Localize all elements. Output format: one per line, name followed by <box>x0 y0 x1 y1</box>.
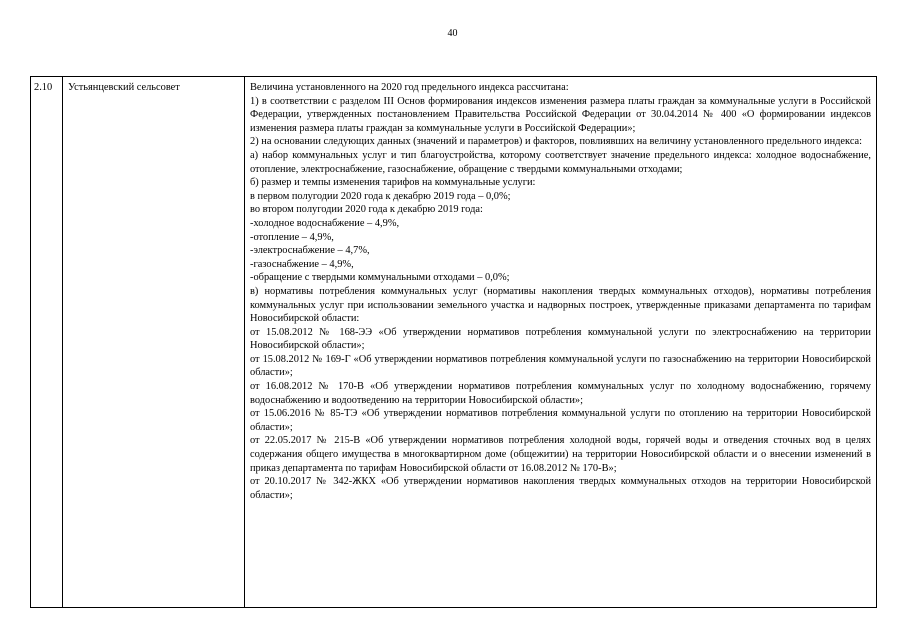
page-number: 40 <box>447 28 458 39</box>
description-paragraph: в первом полугодии 2020 года к декабрю 2019 года – 0,0%; <box>250 190 511 202</box>
description-paragraph: -обращение с твердыми коммунальными отходами – 0,0%; <box>250 272 510 284</box>
description-text <box>250 81 871 502</box>
description-paragraph: от 22.05.2017 № 215-В «Об утверждении нормативов потребления холодной воды, горячей воды и отведения сточных вод в целях содержания общего имущества в многоквартирном доме (общежитии) на территории Новосибирской области и о внесении изменений в приказ департамента по тарифам Новосибирской области от 16.08.2012 № 170-В»; <box>250 435 871 474</box>
description-paragraph: Величина установленного на 2020 год предельного индекса рассчитана: <box>250 82 569 93</box>
description-paragraph: -электроснабжение – 4,7%, <box>250 245 370 257</box>
table-row <box>31 77 877 608</box>
description-paragraph: -холодное водоснабжение – 4,9%, <box>250 217 400 229</box>
description-paragraph: 1) в соответствии с разделом III Основ формирования индексов изменения размера платы граждан за коммунальные услуги в Российской Федерации, утвержденных постановлением Правительства Российской Федерации от 30.04.2014 № 400 «О формировании индексов изменения размера платы граждан за коммунальные услуги в Российской Федерации»; <box>250 95 871 134</box>
description-paragraph: от 15.08.2012 № 168-ЭЭ «Об утверждении нормативов потребления коммунальной услуги по электроснабжению на территории Новосибирской области»; <box>250 326 871 352</box>
row-number: 2.10 <box>34 82 53 93</box>
description-paragraph: -газоснабжение – 4,9%, <box>250 258 354 270</box>
description-paragraph: от 20.10.2017 № 342-ЖКХ «Об утверждении нормативов накопления твердых коммунальных отходов на территории Новосибирской области»; <box>250 476 871 501</box>
description-paragraph: б) размер и темпы изменения тарифов на коммунальные услуги: <box>250 177 536 189</box>
description-paragraph: -отопление – 4,9%, <box>250 231 334 243</box>
description-paragraph: от 15.08.2012 № 169-Г «Об утверждении нормативов потребления коммунальной услуги по газоснабжению на территории Новосибирской области»; <box>250 353 871 379</box>
description-paragraph: от 16.08.2012 № 170-В «Об утверждении нормативов потребления коммунальных услуг по холодному водоснабжению, горячему водоснабжению и водоотведению на территории Новосибирской области»; <box>250 381 871 406</box>
municipality-name: Устьянцевский сельсовет <box>68 82 180 93</box>
description-paragraph: а) набор коммунальных услуг и тип благоустройства, которому соответствует значение предельного индекса: холодное водоснабжение, отопление, электроснабжение, газоснабжение, обращение с твердыми коммунальными отходами; <box>250 149 871 175</box>
description-paragraph: в) нормативы потребления коммунальных услуг (нормативы накопления твердых коммунальных отходов), нормативы потребления коммунальных услуг при использовании земельного участка и надворных построек, утвержденные приказами департамента по тарифам Новосибирской области: <box>250 285 871 325</box>
municipality-cell <box>63 77 245 608</box>
description-paragraph: от 15.06.2016 № 85-ТЭ «Об утверждении нормативов потребления коммунальной услуги по отоплению на территории Новосибирской области»; <box>250 408 871 433</box>
row-number-cell <box>31 77 63 608</box>
description-paragraph: во втором полугодии 2020 года к декабрю 2019 года: <box>250 204 483 216</box>
tariff-table <box>30 76 877 608</box>
description-paragraph: 2) на основании следующих данных (значений и параметров) и факторов, повлиявших на величину установленного предельного индекса: <box>250 136 863 148</box>
description-cell <box>245 77 877 608</box>
